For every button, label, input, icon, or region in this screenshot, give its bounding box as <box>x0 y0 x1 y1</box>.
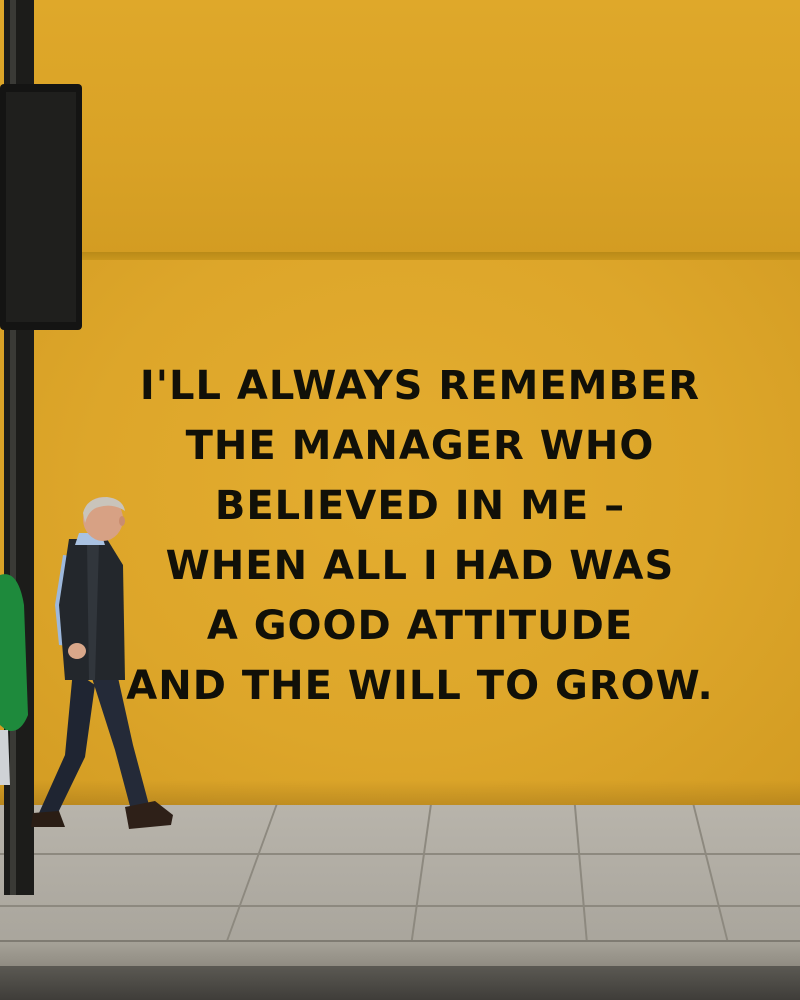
sidewalk-joint <box>410 805 432 945</box>
mural-line: A GOOD ATTITUDE <box>206 603 634 649</box>
mural-line: I'LL ALWAYS REMEMBER <box>139 363 701 409</box>
mural-text <box>120 356 720 716</box>
upper-wall <box>0 0 800 256</box>
mural-line: BELIEVED IN ME – <box>214 483 626 529</box>
sidewalk-joint <box>574 805 588 945</box>
curb <box>0 940 800 968</box>
sidewalk-joint <box>0 853 800 855</box>
sidewalk-joint <box>225 805 278 945</box>
mural-line: AND THE WILL TO GROW. <box>126 663 714 709</box>
wall-ledge <box>0 252 800 260</box>
mural-line: THE MANAGER WHO <box>185 423 655 469</box>
sidewalk-joint <box>693 805 730 945</box>
sidewalk-joint <box>0 905 800 907</box>
road <box>0 966 800 1000</box>
mural-line: WHEN ALL I HAD WAS <box>165 543 675 589</box>
walking-man <box>25 495 185 840</box>
